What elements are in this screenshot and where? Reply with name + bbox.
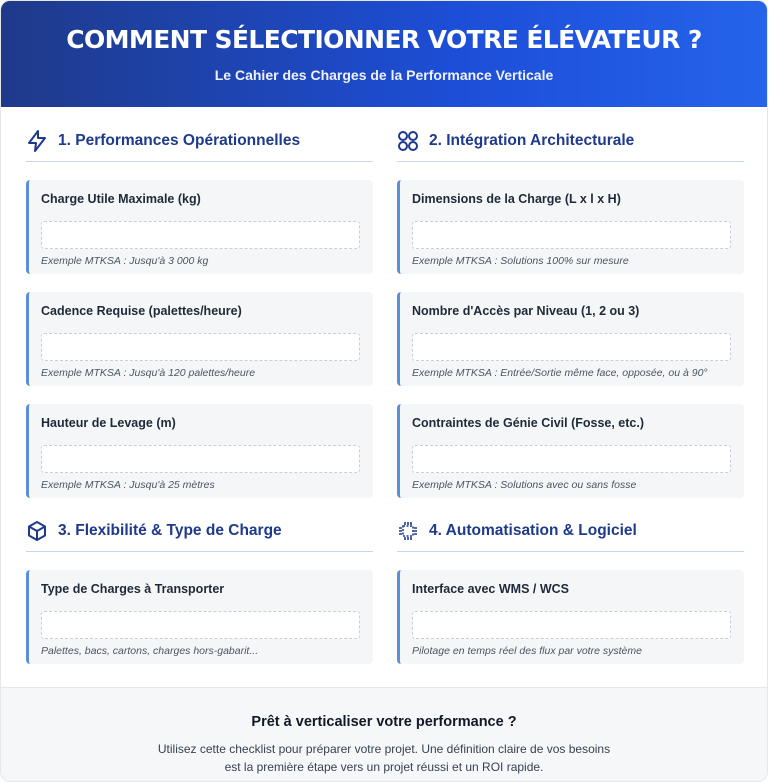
wms-wcs-input[interactable]	[412, 611, 731, 639]
section-integration	[397, 120, 744, 162]
section-title: 1. Performances Opérationnelles	[58, 131, 301, 149]
header-banner	[1, 1, 767, 107]
field-hint: Exemple MTKSA : Solutions avec ou sans fosse	[412, 479, 637, 491]
field-label: Cadence Requise (palettes/heure)	[41, 304, 242, 318]
field-hint: Exemple MTKSA : Jusqu'à 25 mètres	[41, 479, 215, 491]
chip-icon	[397, 520, 419, 542]
field-hint: Pilotage en temps réel des flux par votre système	[412, 645, 642, 657]
footer-cta	[1, 687, 767, 782]
field-charge-utile	[26, 180, 373, 274]
footer-line: Utilisez cette checklist pour préparer votre projet. Une définition claire de vos besoins	[157, 742, 611, 756]
lightning-bolt-icon	[26, 130, 48, 152]
field-cadence	[26, 292, 373, 386]
hauteur-input[interactable]	[41, 445, 360, 473]
field-hint: Palettes, bacs, cartons, charges hors-gabarit...	[41, 645, 259, 657]
field-label: Dimensions de la Charge (L x l x H)	[412, 192, 621, 206]
page-subtitle: Le Cahier des Charges de la Performance Verticale	[214, 67, 554, 83]
field-label: Hauteur de Levage (m)	[41, 416, 176, 430]
genie-civil-input[interactable]	[412, 445, 731, 473]
section-header	[397, 510, 744, 552]
section-header	[26, 510, 373, 552]
section-header	[26, 120, 373, 162]
section-performances	[26, 120, 373, 162]
page-title: COMMENT SÉLECTIONNER VOTRE ÉLÉVATEUR ?	[66, 25, 702, 54]
field-dimensions	[397, 180, 744, 274]
field-label: Contraintes de Génie Civil (Fosse, etc.)	[412, 416, 645, 430]
section-flexibilite	[26, 510, 373, 552]
section-title: 4. Automatisation & Logiciel	[429, 521, 637, 539]
section-title: 2. Intégration Architecturale	[429, 131, 635, 149]
field-genie-civil	[397, 404, 744, 498]
field-label: Nombre d'Accès par Niveau (1, 2 ou 3)	[412, 304, 640, 318]
type-charges-input[interactable]	[41, 611, 360, 639]
field-label: Charge Utile Maximale (kg)	[41, 192, 201, 206]
field-label: Type de Charges à Transporter	[41, 582, 225, 596]
dimensions-input[interactable]	[412, 221, 731, 249]
footer-title: Prêt à verticaliser votre performance ?	[251, 714, 517, 730]
field-label: Interface avec WMS / WCS	[412, 582, 569, 596]
field-hint: Exemple MTKSA : Entrée/Sortie même face, opposée, ou à 90°	[412, 367, 708, 379]
field-hint: Exemple MTKSA : Jusqu'à 3 000 kg	[41, 255, 209, 267]
field-hint: Exemple MTKSA : Solutions 100% sur mesure	[412, 255, 629, 267]
field-hauteur	[26, 404, 373, 498]
field-acces	[397, 292, 744, 386]
box-icon	[26, 520, 48, 542]
section-automatisation	[397, 510, 744, 552]
section-header	[397, 120, 744, 162]
field-wms-wcs	[397, 570, 744, 664]
field-type-charges	[26, 570, 373, 664]
grid-circles-icon	[397, 130, 419, 152]
charge-utile-input[interactable]	[41, 221, 360, 249]
cadence-input[interactable]	[41, 333, 360, 361]
footer-text	[1, 740, 767, 776]
section-title: 3. Flexibilité & Type de Charge	[58, 521, 282, 539]
footer-line: est la première étape vers un projet réussi et un ROI rapide.	[224, 760, 544, 774]
field-hint: Exemple MTKSA : Jusqu'à 120 palettes/heure	[41, 367, 256, 379]
acces-input[interactable]	[412, 333, 731, 361]
